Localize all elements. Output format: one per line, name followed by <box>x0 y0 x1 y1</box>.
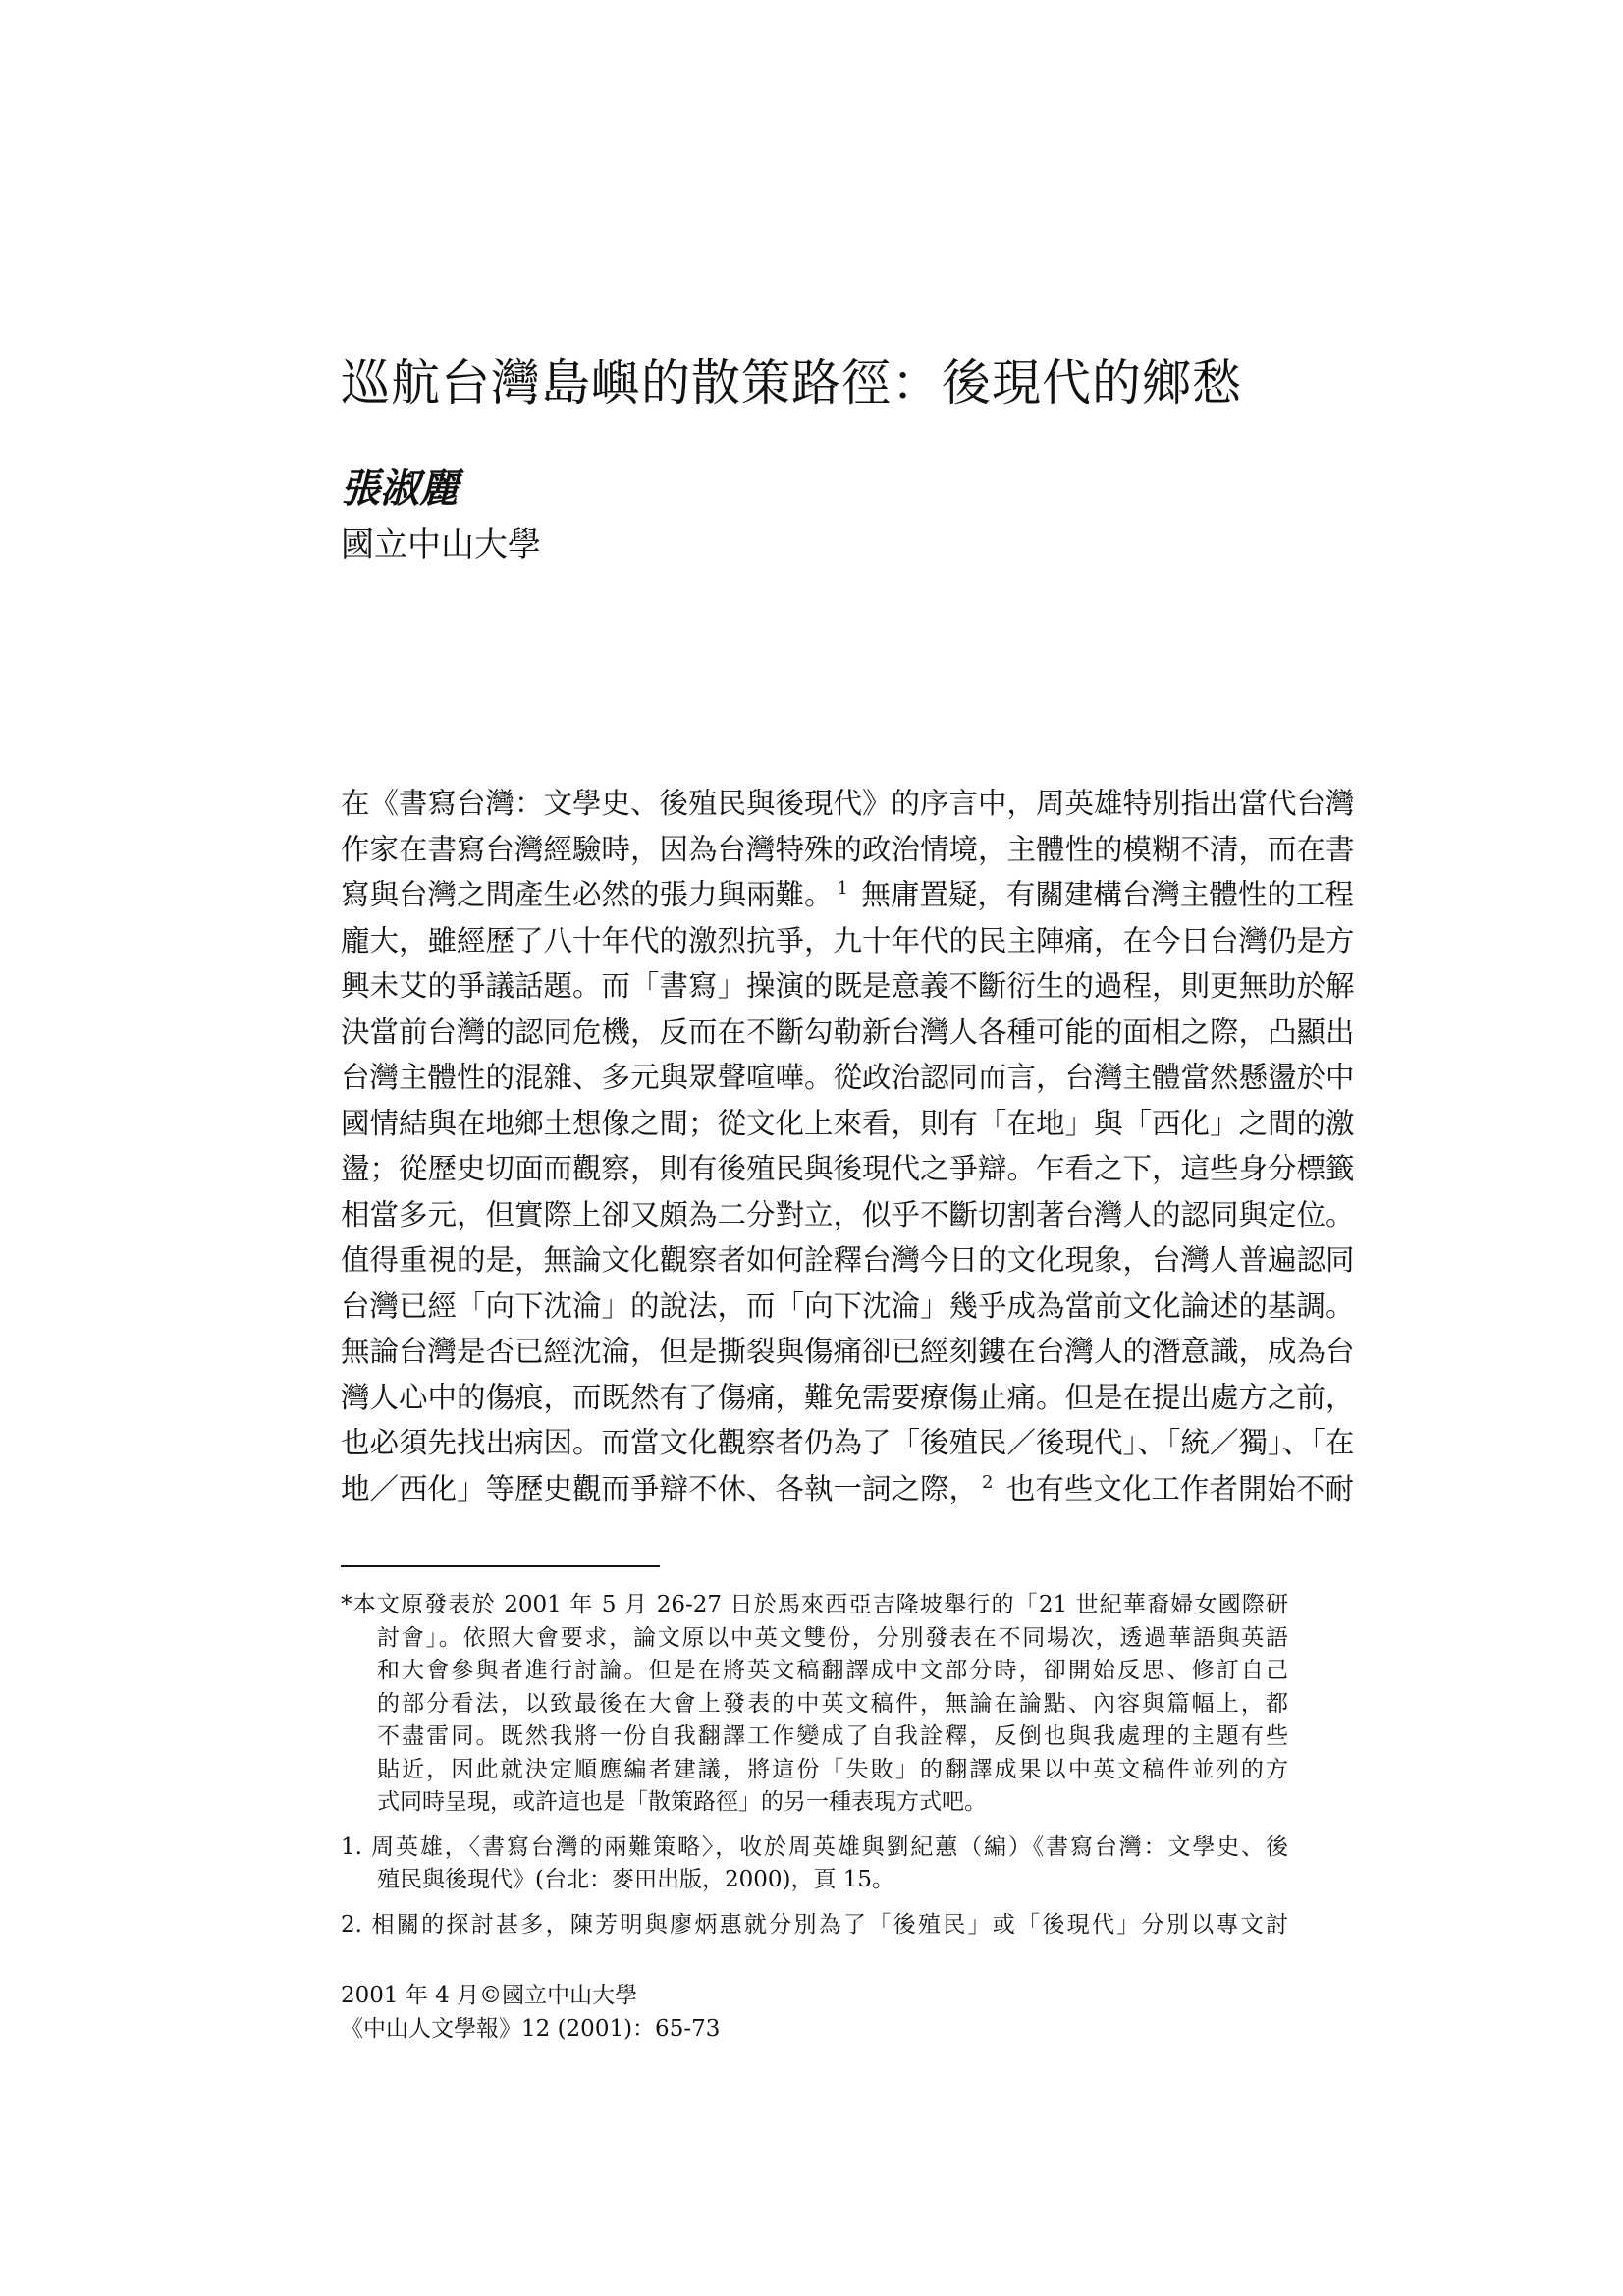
paper-title: 巡航台灣島嶼的散策路徑：後現代的鄉愁 <box>341 355 1242 411</box>
footnote-separator <box>341 1565 660 1567</box>
body-line: 值得重視的是，無論文化觀察者如何詮釋台灣今日的文化現象，台灣人普遍認同 <box>341 1243 1355 1277</box>
body-line: 灣人心中的傷痕，而既然有了傷痛，難免需要療傷止痛。但是在提出處方之前， <box>341 1380 1355 1414</box>
footnotes <box>341 1589 1288 1941</box>
body-line: 興未艾的爭議話題。而「書寫」操演的既是意義不斷衍生的過程，則更無助於解 <box>341 969 1355 1003</box>
footnote-star-line: 討會」。依照大會要求，論文原以中英文雙份，分別發表在不同場次，透過華語與英語 <box>377 1624 1288 1651</box>
footnote-1-line: 殖民與後現代》(台北：麥田出版，2000)，頁 15。 <box>377 1867 895 1892</box>
footnote-2-line: 2. 相關的探討甚多，陳芳明與廖炳惠就分別為了「後殖民」或「後現代」分別以專文討 <box>341 1911 1288 1938</box>
body-line: 在《書寫台灣：文學史、後殖民與後現代》的序言中，周英雄特別指出當代台灣 <box>341 787 1355 820</box>
body-paragraph <box>341 781 1355 1511</box>
footnote-star-line: 和大會參與者進行討論。但是在將英文稿翻譯成中文部分時，卻開始反思、修訂自己 <box>377 1658 1288 1683</box>
footnote-star-line: 不盡雷同。既然我將一份自我翻譯工作變成了自我詮釋，反倒也與我處理的主題有些 <box>377 1723 1288 1749</box>
body-line: 台灣已經「向下沈淪」的說法，而「向下沈淪」幾乎成為當前文化論述的基調。 <box>341 1288 1355 1323</box>
footnote-star-line: *本文原發表於 2001 年 5 月 26-27 日於馬來西亞吉隆坡舉行的「21 世紀華裔婦女國際研 <box>341 1592 1288 1617</box>
journal-citation: 《中山人文學報》12 (2001)：65-73 <box>341 2016 721 2042</box>
body-line-segment: 寫與台灣之間產生必然的張力與兩難。 <box>341 878 834 911</box>
body-line-segment: 地／西化」等歷史觀而爭辯不休、各執一詞之際， <box>341 1471 979 1505</box>
body-line: 盪；從歷史切面而觀察，則有後殖民與後現代之爭辯。乍看之下，這些身分標籤 <box>341 1152 1355 1185</box>
copyright-line: 2001 年 4 月©國立中山大學 <box>341 1983 638 2008</box>
body-line: 作家在書寫台灣經驗時，因為台灣特殊的政治情境，主體性的模糊不清，而在書 <box>341 832 1355 866</box>
body-line: 也必須先找出病因。而當文化觀察者仍為了「後殖民／後現代」、「統／獨」、「在 <box>341 1426 1355 1459</box>
footnote-ref-1[interactable]: 1 <box>837 878 848 900</box>
body-line <box>341 872 1354 918</box>
body-line: 決當前台灣的認同危機，反而在不斷勾勒新台灣人各種可能的面相之際，凸顯出 <box>341 1014 1355 1049</box>
author-name: 張淑麗 <box>341 465 459 512</box>
body-line <box>341 1466 1354 1512</box>
body-line: 龐大，雖經歷了八十年代的激烈抗爭，九十年代的民主陣痛，在今日台灣仍是方 <box>341 923 1355 957</box>
footnote-ref-2[interactable]: 2 <box>982 1471 994 1493</box>
body-line: 國情結與在地鄉土想像之間；從文化上來看，則有「在地」與「西化」之間的激 <box>341 1106 1355 1140</box>
footnote-star-line: 式同時呈現，或許這也是「散策路徑」的另一種表現方式吧。 <box>377 1789 987 1815</box>
footnote-star-line: 貼近，因此就決定順應編者建議，將這份「失敗」的翻譯成果以中英文稿件並列的方 <box>377 1756 1288 1782</box>
footnote-1-line: 1. 周英雄，〈書寫台灣的兩難策略〉，收於周英雄與劉紀蕙（編）《書寫台灣：文學史、後 <box>341 1833 1288 1860</box>
body-line-segment: 無庸置疑，有關建構台灣主體性的工程 <box>861 878 1354 911</box>
body-line-segment: 也有些文化工作者開始不耐 <box>1005 1471 1354 1505</box>
body-line: 台灣主體性的混雜、多元與眾聲喧嘩。從政治認同而言，台灣主體當然懸盪於中 <box>341 1061 1355 1094</box>
footnote-star-line: 的部分看法，以致最後在大會上發表的中英文稿件，無論在論點、內容與篇幅上，都 <box>377 1690 1288 1717</box>
body-line: 相當多元，但實際上卻又頗為二分對立，似乎不斷切割著台灣人的認同與定位。 <box>341 1197 1355 1231</box>
body-line: 無論台灣是否已經沈淪，但是撕裂與傷痛卻已經刻鏤在台灣人的潛意識，成為台 <box>341 1335 1355 1368</box>
author-affiliation: 國立中山大學 <box>341 525 541 565</box>
page-footer <box>341 1979 720 2046</box>
